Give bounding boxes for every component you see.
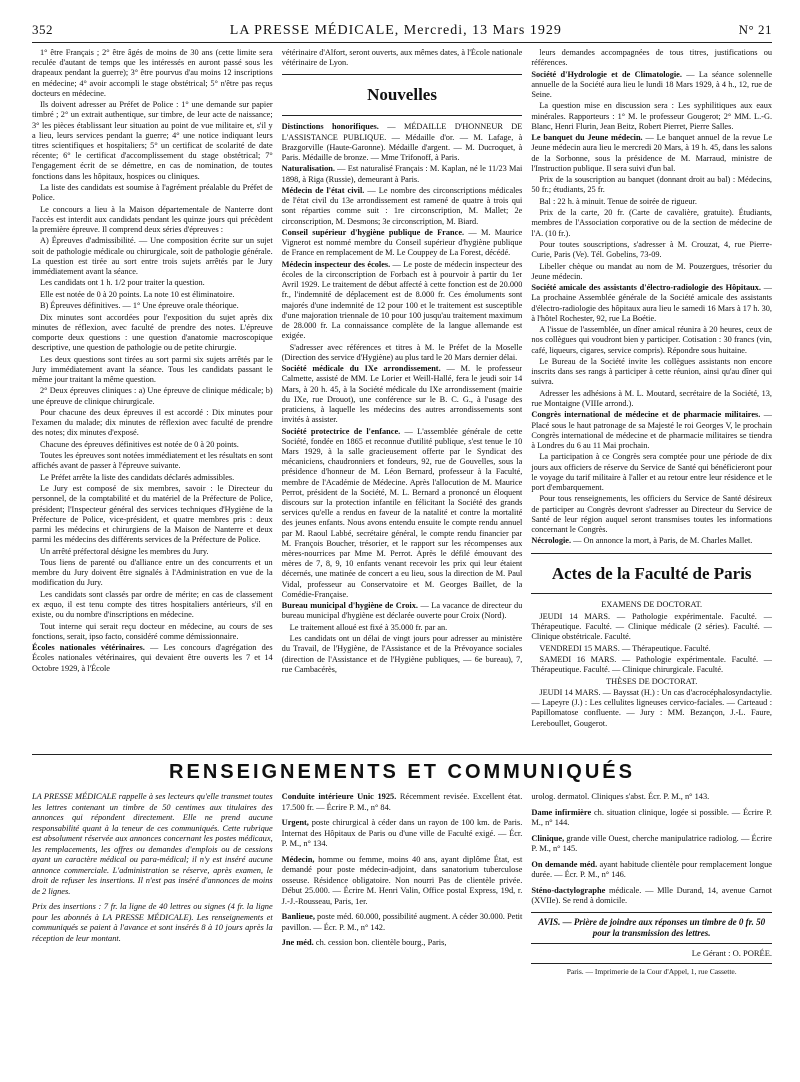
- item-text: — Est naturalisé Français : M. Kaplan, né le 11/23 Mai 1898, à Riga (Russie), demeurant à Paris.: [281, 164, 523, 184]
- col2-item: [282, 427, 523, 600]
- ad-heading: Médecin,: [281, 854, 315, 864]
- exam-entry: SAMEDI 16 MARS. — Pathologie expérimentale. Faculté. — Thérapeutique. Faculté. — Clinique chirurgicale. Faculté.: [531, 655, 772, 675]
- item-heading: Naturalisation.: [281, 164, 335, 174]
- ad-text: urolog. dermatol. Cliniques s'abst. Écr. P. M., n° 143.: [531, 792, 710, 801]
- col1-paragraph: 1° être Français ; 2° être âgés de moins de 30 ans (cette limite sera reculée d'autant de temps que les intéressés en auront passé sous les drapeaux pendant la guerre); 3° être pourvus d'au moins 12 inscriptions en médecine; 4° avoir accompli le stage obstétrical; 5° n'être pas reçus docteurs en médecine.: [32, 48, 273, 98]
- col3-paragraph: leurs demandes accompagnées de tous titres, justifications ou références.: [531, 48, 772, 68]
- col2-item: [282, 364, 523, 425]
- item-heading: Société médicale du IXe arrondissement.: [281, 364, 441, 374]
- col3-paragraph: Libeller chèque ou mandat au nom de M. Pouzergues, trésorier du Jeune médecin.: [531, 261, 772, 281]
- col1-paragraph: Les candidats sont classés par ordre de mérite; en cas de classement ex æquo, il est tenu compte des titres hospitaliers antérieurs, s'il en existe, ou du nombre d'inscriptions en médecine.: [32, 589, 273, 620]
- ad-heading: On demande méd.: [531, 859, 598, 869]
- classified-ad: [531, 792, 772, 803]
- col1-paragraph: A) Épreuves d'admissibilité. — Une composition écrite sur un sujet soit de pathologie médicale ou chirurgicale, soit de pathologie générale. La question est tirée au sort entre trois sujets arrêtés par le Jury immédiatement avant la séance.: [32, 236, 273, 277]
- col3-item: [531, 410, 772, 451]
- item-text: — Le poste de médecin inspecteur des écoles de la circonscription de Forbach est à pourvoir à partir du 1er Avril 1929. Le traitement de début affecté à cette fonction est de 20.000 fr., l'indemnité de déplacement est de 8.000 fr. Ces émoluments sont majorés d'une indemnité de 12 pour 100 et le traitement est susceptible d'une majoration triennale de 10 pour 100 jusqu'au traitement maximum de 28.000 fr. La connaissance complète de la langue allemande est exigée.: [281, 259, 523, 341]
- exam-list: [531, 612, 772, 676]
- col1-paragraph: Ils doivent adresser au Préfet de Police : 1° une demande sur papier timbré ; 2° un extrait authentique, sur timbre, de leur acte de naissance; 3° les pièces établissant leur situation au point de vue militaire et, s'il y a lieu, leurs services pendant la guerre; 4° une notice indiquant leurs titres scientifiques et hospitaliers; 5° un certificat de scolarité de date récente; 6° le certificat d'accomplissement du stage obstétrical; 7° l'engagement écrit de se démettre, en cas de nomination, de toutes fonctions dans les hôpitaux, hospices ou cliniques.: [32, 100, 273, 181]
- classified-ad: [531, 886, 772, 907]
- exam-entry: VENDREDI 15 MARS. — Thérapeutique. Faculté.: [539, 643, 711, 653]
- col1-paragraph: Le Préfet arrête la liste des candidats déclarés admissibles.: [40, 472, 235, 482]
- ads-column-3-body: [531, 792, 772, 907]
- ad-heading: Urgent,: [281, 818, 309, 827]
- item-text: — On annonce la mort, à Paris, de M. Charles Mallet.: [571, 536, 753, 546]
- classified-ad: [531, 808, 772, 829]
- col3-paragraph: La participation à ce Congrès sera comptée pour une période de dix jours aux officiers de réserve du Service de Santé qui bénéficieront pour le voyage du tarif militaire à l'aller et au retour entre leur résidence et le port d'embarquement.: [531, 452, 772, 492]
- col3-paragraph: Prix de la carte, 20 fr. (Carte de cavalière, gratuite). Étudiants, membres de l'Association corporative ou de la section de médecine de l'A. (10 fr.).: [531, 208, 772, 238]
- ad-text: ayant habitude clientèle pour remplacement longue durée. — Écr. P. M., n° 146.: [531, 859, 772, 879]
- bottom-section: [32, 792, 772, 976]
- col3-item: [531, 133, 772, 174]
- col3-paragraph: Le Bureau de la Société invite les collègues assistants non encore inscrits dans ses rangs à participer à cette réunion, ainsi qu'au dîner qui suivra.: [531, 356, 772, 387]
- item-heading: Nécrologie.: [531, 536, 572, 546]
- col1-paragraph: Le Jury est composé de six membres, savoir : le Directeur du personnel, de la comptabilité et du matériel de la Préfecture de Police, président; l'Inspecteur général des services techniques d'Hygiène de la Préfecture de Police, vice-président, et quatre membres pris : deux parmi les médecins et chirurgiens de la Maison de Nanterre et deux parmi les médecins des différents services de la Préfecture de Police.: [32, 484, 273, 545]
- ad-text: poste méd. 60.000, possibilité augment. A céder 30.000. Petit pavillon. — Écr. P. M., n° 142.: [281, 912, 523, 932]
- col3-item: [531, 283, 772, 324]
- col1-paragraph: Elle est notée de 0 à 20 points. La note 10 est éliminatoire.: [40, 289, 235, 299]
- classified-ad: [282, 818, 523, 850]
- item-heading: Société amicale des assistants d'électro-radiologie des Hôpitaux.: [531, 283, 761, 293]
- col3-paragraph: La question mise en discussion sera : Les syphilitiques aux eaux minérales. Rapporteurs : 1° M. le professeur Gougerot; 2° MM. L.-G. Blanc, Henri Flurin, Jean Beitz, Robert Pierret, Pierre Salles.: [531, 101, 772, 131]
- ad-text: poste chirurgical à céder dans un rayon de 100 km. de Paris. Internat des Hôpitaux de Paris ou d'une ville de Faculté exigé. — Écr. P. M., n° 134.: [281, 818, 523, 848]
- col1-paragraph: 2° Deux épreuves cliniques : a) Une épreuve de clinique médicale; b) une épreuve de clinique chirurgicale.: [32, 386, 273, 406]
- exam-entry: JEUDI 14 MARS. — Pathologie expérimentale. Faculté. — Thérapeutique. Faculté. — Clinique médicale (2 séries). Faculté. — Clinique obstétricale. Faculté.: [531, 611, 772, 642]
- item-heading: Conseil supérieur d'hygiène publique de France.: [281, 227, 465, 237]
- ads-column-1: [32, 792, 273, 976]
- item-heading: Médecin inspecteur des écoles.: [281, 259, 391, 269]
- col3-paragraph: A l'issue de l'assemblée, un dîner amical réunira à 20 heures, ceux de nos collègues qui voudront bien y participer. Cotisation : 30 francs (vin, café, liqueurs, cigares, service compris). Répondre sous huitaine.: [531, 325, 772, 355]
- item-text: — M. le professeur Calmette, assisté de MM. Le Lorier et Weill-Hallé, fera le jeudi soir 14 Mars, à 20 h. 45, à la Société médicale du IXe arrondissement (mairie du IXe, rue Drouot), une conférence sur le B. C. G., à l'usage des praticiens, à laquelle les médecins des autres arrondissements sont invités à assister.: [281, 364, 523, 425]
- col2-item: [282, 186, 523, 227]
- item-heading: Le banquet du Jeune médecin.: [531, 133, 643, 143]
- ad-heading: Sténo-dactylographe: [531, 885, 606, 895]
- col1-paragraph: B) Épreuves définitives. — 1° Une épreuve orale théorique.: [40, 301, 239, 311]
- item-text: — Le nombre des circonscriptions médicales de l'état civil du 13e arrondissement est ramené de quatre à trois qui sont réparties comme suit : 1re circonscription, M. Mallet; 2e circonscription, M. Desmons; 3e circonscription, M. Biard.: [281, 185, 523, 226]
- item-text: — Le banquet annuel de la revue Le Jeune médecin aura lieu le mercredi 20 Mars, à 19 h. 45, dans les salons de la Sorbonne, sous la présidence de M. Marraud, ministre de l'Instruction publique. Il sera suivi d'un bal.: [531, 133, 772, 173]
- classified-ad: [282, 792, 523, 813]
- ad-text: médicale. — Mlle Durand, 14, avenue Carnot (XVIIe). Se rend à domicile.: [531, 885, 772, 905]
- actes-heading-box: [531, 553, 772, 595]
- item-heading: Médecin de l'état civil.: [281, 185, 365, 195]
- col2-item: [282, 122, 523, 163]
- ads-column-2: [282, 792, 523, 976]
- item-text: — La vacance de directeur du bureau municipal d'hygiène est déclarée ouverte pour Croix (Nord).: [281, 601, 523, 621]
- col3-paragraph: Prix de la souscription au banquet (donnant droit au bal) : Médecins, 50 fr.; étudiants, 25 fr.: [531, 175, 772, 195]
- col2-intro: vétérinaire d'Alfort, seront ouverts, aux mêmes dates, à l'École nationale vétérinaire de Lyon.: [281, 48, 523, 68]
- col1-paragraph: Dix minutes sont accordées pour l'exposition du sujet après dix minutes de réflexion, avec faculté de prendre des notes. L'épreuve comporte deux questions : une question d'anatomie macroscopique descriptive, une question de pathologie ou de petite chirurgie.: [32, 312, 273, 353]
- notice-paragraph: LA PRESSE MÉDICALE rappelle à ses lecteurs qu'elle transmet toutes les lettres contenant un timbre de 50 centimes aux titulaires des annonces qui répondent directement. Elle ne prend aucune responsabilité quant à la teneur de ces communiqués. Cette rubrique est absolument réservée aux annonces concernant les postes médicaux, les remplacements, les offres ou demandes d'emplois ou de cessions ayant un caractère médical ou para-médical; il n'y est inséré aucune annonce commerciale. L'administration se réserve, après examen, le droit de refuser les insertions. Il n'est pas inséré d'annonces de moins de 2 lignes.: [32, 792, 273, 896]
- column-3: [531, 48, 772, 754]
- col3-paragraph: Bal : 22 h. à minuit. Tenue de soirée de rigueur.: [539, 196, 697, 206]
- ads-column-3: [531, 792, 772, 976]
- nouvelles-title: Nouvelles: [367, 85, 437, 105]
- gerant-line: Le Gérant : O. PORÉE.: [691, 948, 772, 958]
- col1-paragraph: Toutes les épreuves sont notées immédiatement et les résultats en sont affichés avant de passer à l'épreuve suivante.: [32, 451, 273, 471]
- ad-text: grande ville Ouest, cherche manipulatrice radiolog. — Écrire P. M., n° 145.: [531, 833, 772, 853]
- col2-item: [282, 260, 523, 342]
- item-text: — La séance solennelle annuelle de la Société aura lieu le lundi 18 Mars 1929, à 4 h., 12, rue de Seine.: [531, 69, 772, 99]
- nouvelles-heading-box: [282, 74, 523, 116]
- these-list: JEUDI 14 MARS. — Bayssat (H.) : Un cas d'acrocéphalosyndactylie. — Lapeyre (J.) : Les cellulites ligneuses cervico-faciales. — Carteaud : Papillomatose confluente. — Jury : MM. Bezançon, J.-L. Faure, Lereboullet, Gougerot.: [531, 688, 772, 728]
- ad-heading: Dame infirmière: [531, 807, 592, 817]
- col2-paragraph: S'adresser avec références et titres à M. le Préfet de la Moselle (Direction des service d'Hygiène) au plus tard le 20 Mars dernier délai.: [281, 342, 523, 362]
- ad-heading: Banlieue,: [281, 912, 315, 921]
- item-heading: Distinctions honorifiques.: [281, 122, 379, 132]
- col2-item: [282, 164, 523, 184]
- item-heading: Société protectrice de l'enfance.: [281, 426, 401, 436]
- col1-paragraph: Tout interne qui serait reçu docteur en médecine, au cours de ses fonctions, serait, ipso facto, considéré comme démissionnaire.: [32, 621, 273, 641]
- col3-item: [531, 536, 772, 546]
- item-heading: Société d'Hydrologie et de Climatologie.: [531, 69, 682, 79]
- item-text: — La prochaine Assemblée générale de la Société amicale des assistants d'électro-radiologie des hôpitaux aura lieu le samedi 16 Mars à 17 h. 30, à l'hôtel Rochester, 92, rue La Boétie.: [531, 283, 772, 323]
- column-3-body: [531, 48, 772, 547]
- item-text: — Placé sous le haut patronage de sa Majesté le roi Georges V, le prochain Congrès international de médecine et de pharmacie militaires se tiendra à Londres du 6 au 11 Mai prochain.: [531, 410, 772, 450]
- item-heading: Congrès international de médecine et de pharmacie militaires.: [531, 410, 761, 420]
- col1-paragraph: Les deux questions sont tirées au sort parmi six sujets arrêtés par le Jury immédiatement avant la séance. Tous les candidats passant le même jour traitant la même question.: [32, 354, 273, 384]
- item-heading: Écoles nationales vétérinaires.: [32, 643, 145, 653]
- these-heading: THÈSES DE DOCTORAT.: [606, 676, 698, 686]
- item-text: — Les concours d'agrégation des Écoles nationales vétérinaires, qui devaient être ouverts les 7 et 14 Octobre 1929, à l'École: [32, 643, 273, 673]
- item-text: — MÉDAILLE D'HONNEUR DE L'ASSISTANCE PUBLIQUE. — Médaille d'or. — M. Lafage, à Brazgorville (Haute-Garonne). Médaille d'argent. — M. Ducroquet, à Paris. Médaille de bronze. — Mme Trifonoff, à Paris.: [281, 122, 523, 162]
- ad-heading: Jne méd.: [281, 938, 314, 947]
- col1-paragraph: Un arrêté préfectoral désigne les membres du Jury.: [40, 546, 209, 556]
- avis-box: AVIS. — Prière de joindre aux réponses un timbre de 0 fr. 50 pour la transmission des lettres.: [531, 912, 772, 945]
- ad-heading: Conduite intérieure Unic 1925.: [281, 792, 397, 801]
- item-heading: Bureau municipal d'hygiène de Croix.: [281, 601, 418, 611]
- col1-paragraph: Le concours a lieu à la Maison départementale de Nanterre dont l'accès est interdit aux candidats pendant les quinze jours qui précèdent la première épreuve. Il comprend deux séries d'épreuves :: [32, 204, 273, 235]
- classified-ad: [531, 834, 772, 855]
- renseignements-title: RENSEIGNEMENTS ET COMMUNIQUÉS: [169, 761, 635, 783]
- col1-paragraph: Pour chacune des deux épreuves il est accordé : Dix minutes pour l'examen du malade; dix minutes de réflexion avec faculté de prendre des notes; dix minutes d'exposé.: [32, 407, 273, 438]
- classified-ad: [282, 938, 523, 949]
- classified-ad: [282, 855, 523, 908]
- exam-heading: EXAMENS DE DOCTORAT.: [601, 600, 703, 610]
- classified-ad: [531, 860, 772, 881]
- col3-paragraph: Adresser les adhésions à M. L. Moutard, secrétaire de la Société, 13, rue Montaigne (VIIIe arrond.).: [531, 388, 772, 408]
- newspaper-page: [32, 22, 772, 1062]
- issue-number: N° 21: [738, 22, 772, 37]
- col2-item: [282, 228, 523, 259]
- ad-text: ch. cession bon. clientèle bourg., Paris,: [313, 938, 447, 947]
- col1-paragraph: Chacune des épreuves définitives est notée de 0 à 20 points.: [40, 439, 239, 449]
- col1-item: [32, 643, 273, 674]
- actes-title: Actes de la Faculté de Paris: [551, 563, 752, 583]
- ad-text: homme ou femme, moins 40 ans, ayant diplôme État, est demandé pour poste médecin-adjoint, dans sanatorium tuberculose osseuse. Résidence obligatoire. Non nourri Pas de clientèle privée. Début 25.000. — Écrire M. Henri Valin, Office postal Express, 19d, r. J.-J.-Rousseau, Paris, 1er.: [281, 854, 523, 906]
- col2-item: [282, 601, 523, 621]
- column-2: [282, 48, 523, 754]
- col1-paragraph: La liste des candidats est soumise à l'agrément préalable du Préfet de Police.: [32, 183, 273, 203]
- ad-text: Récemment revisée. Excellent état. 17.500 fr. — Écrire P. M., n° 84.: [281, 792, 523, 812]
- notice-paragraph: Prix des insertions : 7 fr. la ligne de 40 lettres ou signes (4 fr. la ligne pour les abonnés à LA PRESSE MÉDICALE). Les renseignements et communiqués se paient à l'avance et sont insérés 8 à 10 jours après la réception de leur montant.: [32, 902, 273, 943]
- col3-item: [531, 70, 772, 101]
- col1-paragraph: Les candidats ont 1 h. 1/2 pour traiter la question.: [40, 278, 205, 288]
- ad-heading: Clinique,: [531, 833, 565, 843]
- nouvelles-body: [282, 122, 523, 675]
- item-text: — L'assemblée générale de cette Société, fondée en 1865 et reconnue d'utilité publique, s'est tenue le 10 Mars 1929, à la salle gracieusement offerte par le Syndicat des mécaniciens, chaudronniers et fondeurs, 92, rue de Gouvelles, sous la présidence d'honneur de M. Léon Bernard, professeur à la Faculté, membre de l'Académie de Médecine. Après l'allocution de M. Maurice Perrot, président de la Société, M. L. Bernard a prononcé un éloquent discours sur la protection infantile en félicitant la Société des grands services qu'elle a rendus en faveur de la natalité et contre la mortalité des jeunes enfants. Nous avons entendu ensuite le compte rendu annuel par M. Raoul Labbé, secrétaire général, le compte rendu financier par M. François Boucher, trésorier, et le rapport sur les récompenses aux mères-nourrices par Mme M. Perrot. Après le défilé émouvant des mères de 7, 8, 9, 10 enfants venant recevoir les prix qui leur étaient décernés, une matinée de concert a eu lieu, sous la direction de M. Paul Vidal, professeur au Conservatoire et M. Georges Baillet, de la Comédie-Française.: [281, 426, 523, 599]
- printer-line: Paris. — Imprimerie de la Cour d'Appel, 1, rue Cassette.: [531, 963, 772, 976]
- col1-paragraph: Tous liens de parenté ou d'alliance entre un des concurrents et un membre du Jury doivent être signalés à l'Administration en vue de la modification du Jury.: [32, 557, 273, 588]
- col3-paragraph: Pour tous renseignements, les officiers du Service de Santé désireux de participer au Congrès devront s'adresser au Directeur du Service de Santé de leur région auquel seront transmises toutes les informations concernant le Congrès.: [531, 494, 772, 534]
- col2-paragraph: Les candidats ont un délai de vingt jours pour adresser au ministère du Travail, de l'Hygiène, de l'Assistance et de la Prévoyance sociales (direction de l'Assistance et de l'Hygiène publiques, — 6e bureau), 7, rue Cambacérès,: [281, 634, 523, 674]
- column-1: [32, 48, 273, 754]
- col2-paragraph: Le traitement alloué est fixé à 35.000 fr. par an.: [289, 622, 448, 632]
- page-number: 352: [32, 22, 53, 37]
- page-header: [32, 22, 772, 43]
- journal-title: LA PRESSE MÉDICALE, Mercredi, 13 Mars 1929: [229, 23, 562, 38]
- col3-paragraph: Pour toutes souscriptions, s'adresser à M. Crouzat, 4, rue Pierre-Curie, Paris (Ve). Tél. Gobelins, 73-09.: [531, 239, 772, 260]
- item-text: — M. Maurice Vignerot est nommé membre du Conseil supérieur d'hygiène publique de France en remplacement de M. Le Couppey de La Forest, décédé.: [281, 227, 523, 258]
- top-section: [32, 48, 772, 755]
- ad-text: ch. situation clinique, logée si possible. — Écrire P. M., n° 144.: [531, 807, 772, 827]
- classified-ad: [282, 912, 523, 933]
